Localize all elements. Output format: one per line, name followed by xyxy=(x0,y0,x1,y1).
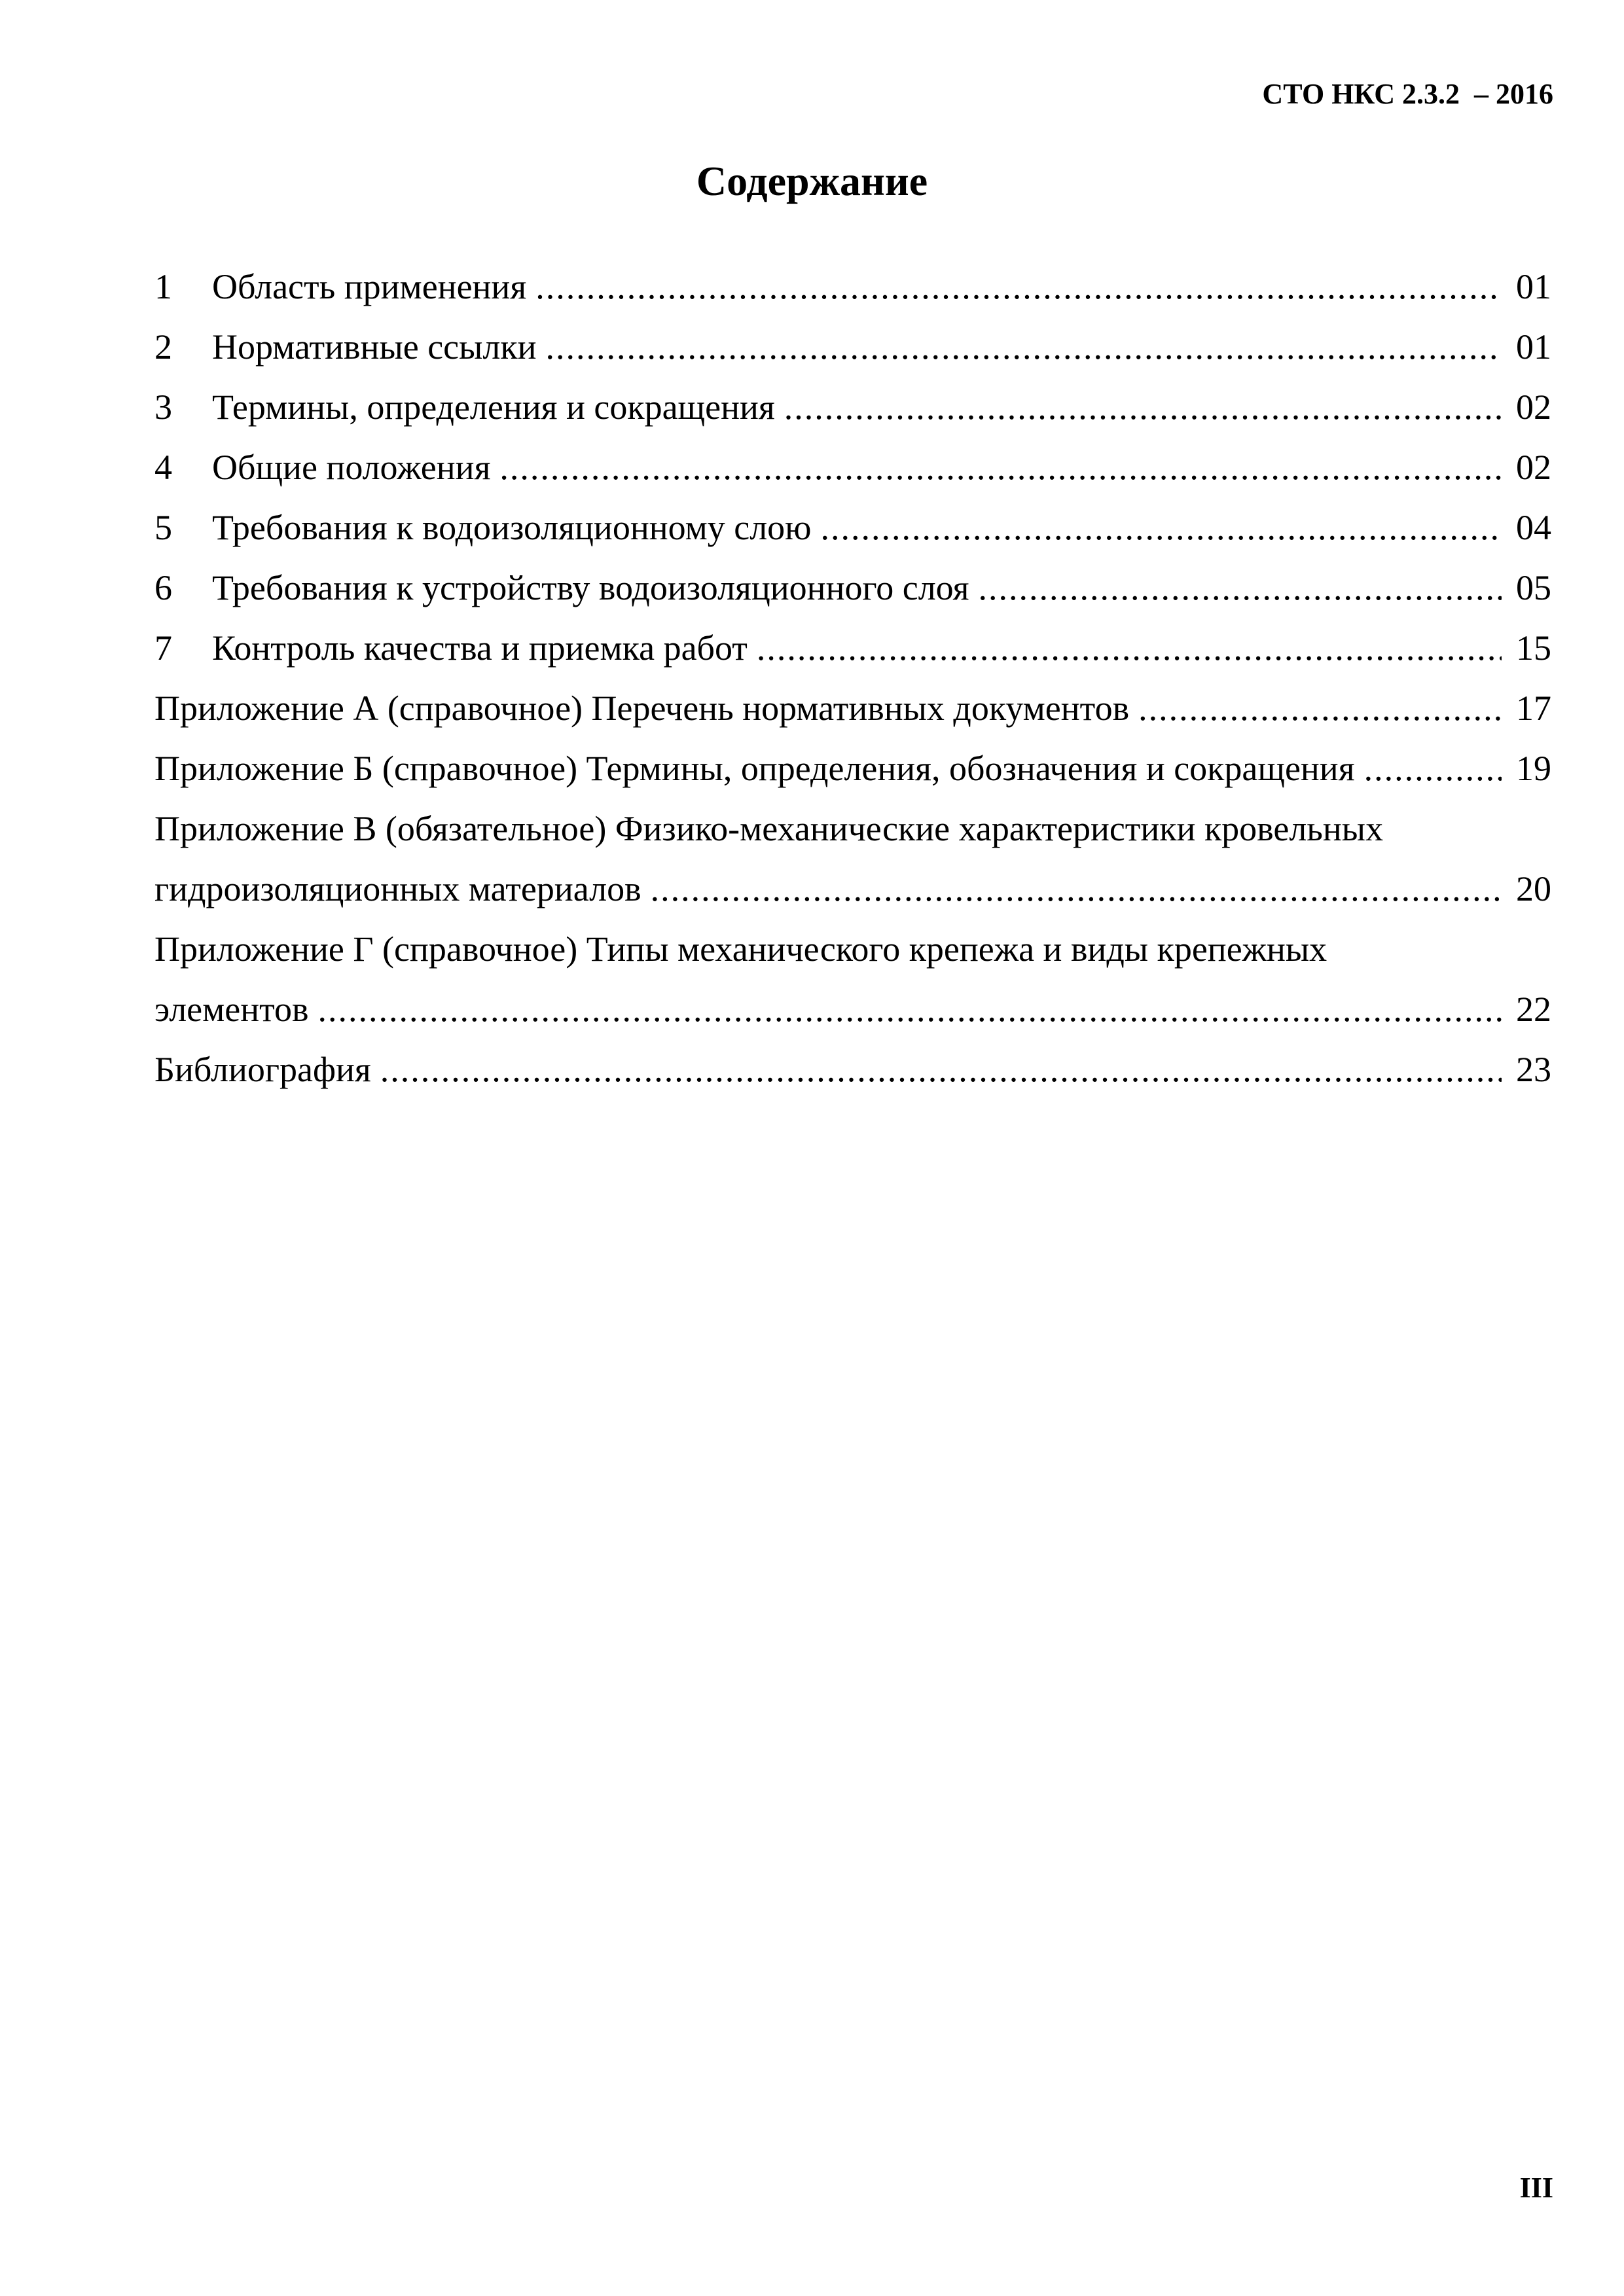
toc-leader-dots xyxy=(499,437,1502,497)
toc-entry-label: Требования к устройству водоизоляционного слоя xyxy=(212,568,969,607)
toc-leader-dots xyxy=(380,1039,1502,1100)
page-number: III xyxy=(1519,2172,1553,2204)
toc-leader-dots xyxy=(546,317,1502,377)
toc-appendix-label-cont: гидроизоляционных материалов xyxy=(154,869,641,908)
toc-leader-dots xyxy=(979,558,1502,618)
toc-appendix-entry-line2[interactable] xyxy=(154,979,1551,1039)
toc-title: Содержание xyxy=(696,158,928,204)
toc-entry-label: Общие положения xyxy=(212,448,491,487)
toc-entry[interactable] xyxy=(154,257,1551,317)
toc-leader-dots xyxy=(535,257,1502,317)
toc-leader-dots xyxy=(757,618,1502,678)
toc-bibliography-label: Библиография xyxy=(154,1050,371,1089)
toc-leader-dots xyxy=(821,497,1502,558)
toc-entry-number: 4 xyxy=(154,448,172,487)
toc-entry[interactable] xyxy=(154,618,1551,678)
toc-entry-label: Требования к водоизоляционному слою xyxy=(212,508,812,547)
toc-entry-label: Область применения xyxy=(212,267,527,306)
toc-appendix-page: 22 xyxy=(1516,990,1551,1029)
toc-entry-page: 02 xyxy=(1516,387,1551,427)
toc-entry-page: 15 xyxy=(1516,628,1551,668)
toc-appendix-label: Приложение Г (справочное) Типы механического крепежа и виды крепежных xyxy=(154,929,1327,969)
toc-leader-dots xyxy=(651,859,1502,919)
toc-entry[interactable] xyxy=(154,497,1551,558)
toc-leader-dots xyxy=(1364,738,1502,798)
toc-entry-label: Термины, определения и сокращения xyxy=(212,387,775,427)
toc-entry[interactable] xyxy=(154,317,1551,377)
toc-entry-label: Контроль качества и приемка работ xyxy=(212,628,748,668)
toc-entry-number: 1 xyxy=(154,267,172,306)
toc-entry[interactable] xyxy=(154,437,1551,497)
toc-leader-dots xyxy=(1138,678,1502,738)
toc-entry-page: 01 xyxy=(1516,327,1551,367)
toc-appendix-entry-line2[interactable] xyxy=(154,859,1551,919)
toc-entry-page: 02 xyxy=(1516,448,1551,487)
toc-entry-number: 2 xyxy=(154,327,172,367)
toc-appendix-entry-line1[interactable] xyxy=(154,798,1551,859)
toc-entry-label: Нормативные ссылки xyxy=(212,327,537,367)
toc-bibliography-page: 23 xyxy=(1516,1050,1551,1089)
toc-entry-number: 3 xyxy=(154,387,172,427)
toc-appendix-label: Приложение А (справочное) Перечень нормативных документов xyxy=(154,689,1130,728)
document-code: СТО НКС 2.3.2 – 2016 xyxy=(1262,78,1553,110)
toc-appendix-page: 20 xyxy=(1516,869,1551,908)
toc-bibliography-entry[interactable] xyxy=(154,1039,1551,1100)
toc-appendix-page: 19 xyxy=(1516,749,1551,788)
toc-appendix-label-cont: элементов xyxy=(154,990,309,1029)
toc-entry[interactable] xyxy=(154,558,1551,618)
toc-entry-number: 7 xyxy=(154,628,172,668)
toc-leader-dots xyxy=(784,377,1502,437)
toc-appendix-entry[interactable] xyxy=(154,678,1551,738)
toc-entry[interactable] xyxy=(154,377,1551,437)
toc-entry-number: 6 xyxy=(154,568,172,607)
toc-appendix-page: 17 xyxy=(1516,689,1551,728)
toc-appendix-entry[interactable] xyxy=(154,738,1551,798)
toc-entry-page: 04 xyxy=(1516,508,1551,547)
toc-entry-number: 5 xyxy=(154,508,172,547)
toc-appendix-entry-line1[interactable] xyxy=(154,919,1551,979)
toc-entry-page: 05 xyxy=(1516,568,1551,607)
toc-appendix-label: Приложение Б (справочное) Термины, определения, обозначения и сокращения xyxy=(154,749,1355,788)
toc-entry-page: 01 xyxy=(1516,267,1551,306)
table-of-contents xyxy=(154,257,1551,1100)
toc-appendix-label: Приложение В (обязательное) Физико-механические характеристики кровельных xyxy=(154,809,1384,848)
toc-leader-dots xyxy=(318,979,1502,1039)
